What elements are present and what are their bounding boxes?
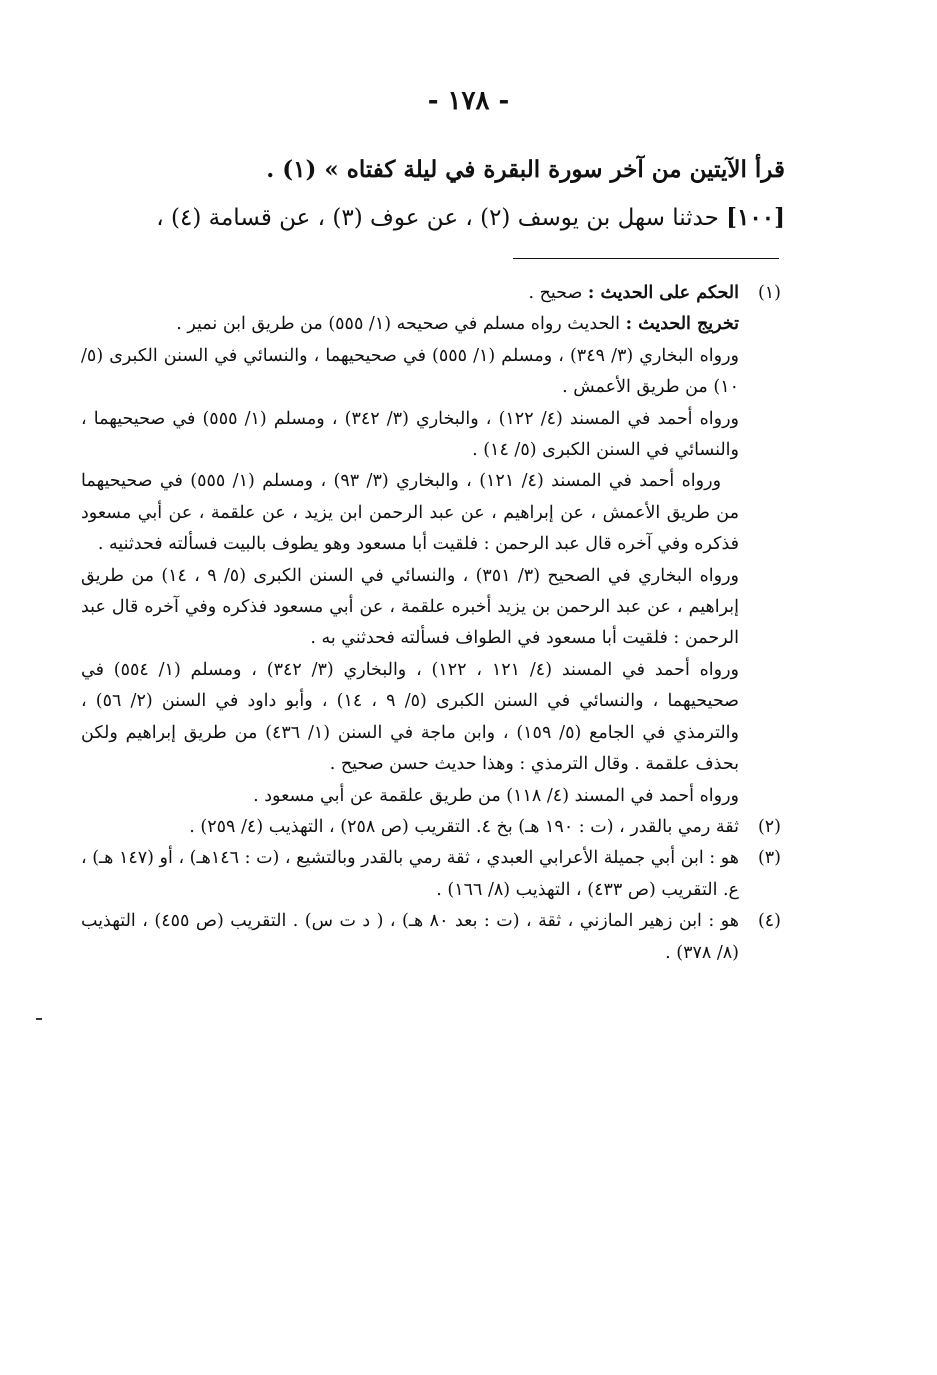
- footnote-paragraph: ثقة رمي بالقدر ، (ت : ١٩٠ هـ) بخ ٤. التقريب (ص ٢٥٨) ، التهذيب (٤/ ٢٥٩) .: [189, 816, 739, 837]
- ruling-label: الحكم على الحديث :: [587, 283, 739, 303]
- footnote-2: [81, 812, 781, 843]
- page-number: - ١٧٨ -: [427, 86, 510, 116]
- footnote-number: (٣): [757, 848, 781, 869]
- footnote-paragraph: تخريج الحديث : الحديث رواه مسلم في صحيحه (١/ ٥٥٥) من طريق ابن نمير .: [176, 314, 739, 335]
- takhrij-label: تخريج الحديث :: [625, 314, 739, 335]
- footnote-paragraph: ورواه أحمد في المسند (٤/ ١١٨) من طريق علقمة عن أبي مسعود .: [253, 785, 739, 806]
- footnote-paragraph: ورواه البخاري في الصحيح (٣/ ٣٥١) ، والنسائي في السنن الكبرى (٥/ ٩ ، ١٤) من طريق إبراهيم ، عن عبد الرحمن بن يزيد أخبره علقمة ، عن أبي مسعود فذكره وفي آخره قال عبد الرحمن : فلقيت أبا مسعود في الطواف فسألته فحدثني به .: [81, 565, 740, 649]
- main-line-1: قرأ الآيتين من آخر سورة البقرة في ليلة كفتاه » (١) .: [266, 156, 785, 183]
- footnote-paragraph: ورواه البخاري (٣/ ٣٤٩) ، ومسلم (١/ ٥٥٥) في صحيحيهما ، والنسائي في السنن الكبرى (٥/ ١٠) من طريق الأعمش .: [81, 345, 739, 398]
- footnote-number: (٢): [757, 816, 781, 837]
- main-text: [145, 146, 785, 242]
- footnote-paragraph: ورواه أحمد في المسند (٤/ ١٢١ ، ١٢٢) ، والبخاري (٣/ ٣٤٢) ، ومسلم (١/ ٥٥٤) في صحيحيهما ، والنسائي في السنن الكبرى (٥/ ٩ ، ١٤) ، وأبو داود في السنن (٢/ ٥٦) ، والترمذي في الجامع (٥/ ١٥٩) ، وابن ماجة في السنن (١/ ٤٣٦) من طريق إبراهيم ولكن بحذف علقمة . وقال الترمذي : وهذا حديث حسن صحيح .: [81, 659, 740, 775]
- footnote-1: [81, 278, 781, 812]
- footnote-separator: [513, 258, 779, 259]
- footnote-paragraph: هو : ابن زهير المازني ، ثقة ، (ت : بعد ٨٠ هـ) ، ( د ت س) . التقريب (ص ٤٥٥) ، التهذيب (٨/ ٣٧٨) .: [81, 911, 740, 963]
- scan-mark: [36, 1018, 42, 1020]
- footnote-paragraph: ورواه أحمد في المسند (٤/ ١٢٢) ، والبخاري (٣/ ٣٤٢) ، ومسلم (١/ ٥٥٥) في صحيحيهما ، والنسائي في السنن الكبرى (٥/ ١٤) .: [81, 408, 740, 461]
- footnote-number: (٤): [757, 911, 781, 932]
- footnote-4: [81, 906, 781, 969]
- footnotes: [81, 278, 781, 969]
- footnote-paragraph: الحكم على الحديث : صحيح .: [528, 283, 739, 303]
- isnad-text: حدثنا سهل بن يوسف (٢) ، عن عوف (٣) ، عن قسامة (٤) ،: [156, 205, 719, 231]
- footnote-number: (١): [757, 283, 781, 303]
- hadith-number: [١٠٠]: [726, 204, 785, 231]
- footnote-3: [81, 843, 781, 906]
- footnote-paragraph: هو : ابن أبي جميلة الأعرابي العبدي ، ثقة رمي بالقدر وبالتشيع ، (ت : ١٤٦هـ) ، أو (١٤٧ هـ) ، ع. التقريب (ص ٤٣٣) ، التهذيب (٨/ ١٦٦) .: [81, 848, 739, 900]
- main-line-2: [145, 194, 785, 242]
- footnote-paragraph: ورواه أحمد في المسند (٤/ ١٢١) ، والبخاري (٣/ ٩٣) ، ومسلم (١/ ٥٥٥) في صحيحيهما من طريق الأعمش ، عن إبراهيم ، عن عبد الرحمن ابن يزيد ، عن علقمة ، عن أبي مسعود فذكره وفي آخره قال عبد الرحمن : فلقيت أبا مسعود وهو يطوف بالبيت فسألته فحدثنيه .: [81, 471, 739, 555]
